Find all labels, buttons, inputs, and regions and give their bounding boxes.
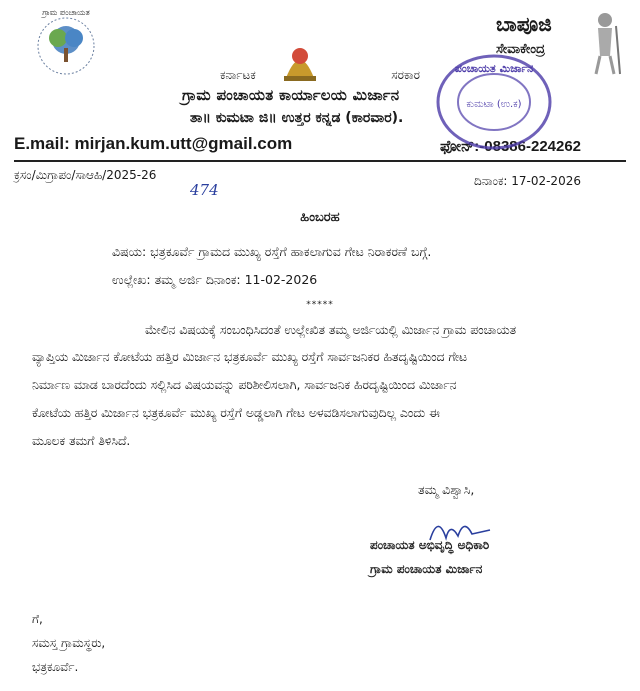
body-line: ನಿರ್ಮಾಣ ಮಾಡ ಬಾರದೆಂದು ಸಲ್ಲಿಸಿದ ವಿಷಯವನ್ನು ಪರಿಶೀಲಿಸಲಾಗಿ, ಸಾರ್ವಜನಿಕ ಹಿರದೃಷ್ಟಿಯಿಂದ ಮಿರ್ಜಾನ (32, 378, 457, 392)
letter-subject: ವಿಷಯ: ಭತ್ರಕೂರ್ವೆ ಗ್ರಾಮದ ಮುಖ್ಯ ರಸ್ತೆಗೆ ಹಾಕಲಾಗುವ ಗೇಟ ನಿರಾಕರಣೆ ಬಗ್ಗೆ. (112, 244, 432, 259)
letter-reference: ಉಲ್ಲೇಖ: ತಮ್ಮ ಅರ್ಜಿ ದಿನಾಂಕ: 11-02-2026 (112, 272, 318, 287)
state-label: ಕರ್ನಾಟಕ (220, 68, 256, 82)
body-line: ಕೋಟೆಯ ಹತ್ತಿರ ಮಿರ್ಜಾನ ಭತ್ರಕೂರ್ವೆ ಮುಖ್ಯ ರಸ್ತೆಗೆ ಅಡ್ಡಲಾಗಿ ಗೇಟ ಅಳವಡಿಸಲಾಗುವುದಿಲ್ಲ ಎಂದು ಈ (32, 406, 440, 420)
body-line: ವ್ಯಾಪ್ತಿಯ ಮಿರ್ಜಾನ ಕೋಟೆಯ ಹತ್ತಿರ ಮಿರ್ಜಾನ ಭತ್ರಕೂರ್ವೆ ಮುಖ್ಯ ರಸ್ತೆಗೆ ಸಾರ್ವಜನಿಕರ ಹಿತದೃಷ್ಟಿಯಿಂದ ಗೇಟ (32, 350, 468, 364)
officer-office: ಗ್ರಾಮ ಪಂಚಾಯತ ಮಿರ್ಜಾನ (370, 562, 483, 576)
office-address: ತಾ॥ ಕುಮಟಾ ಜಿ॥ ಉತ್ತರ ಕನ್ನಡ (ಕಾರವಾರ). (190, 110, 404, 126)
office-phone: ಫೋನ್:-08386-224262 (440, 138, 582, 155)
handwritten-number (190, 180, 232, 200)
handwritten-number-text: 474 (190, 181, 219, 199)
separator: ***** (306, 300, 334, 310)
panchayat-seal-stamp (434, 52, 554, 152)
panchayat-tree-logo (30, 8, 102, 78)
officer-designation: ಪಂಚಾಯತ ಅಭಿವೃದ್ಧಿ ಅಧಿಕಾರಿ (370, 538, 490, 552)
logo-title: ಬಾಪೂಜಿ (496, 12, 552, 36)
body-line: ಮೂಲಕ ತಮಗೆ ತಿಳಿಸಿದೆ. (32, 434, 131, 448)
body-line: ಮೇಲಿನ ವಿಷಯಕ್ಕೆ ಸಂಬಂಧಿಸಿದಂತೆ ಉಲ್ಲೇಖಿತ ತಮ್ಮ ಅರ್ಜಿಯಲ್ಲಿ ಮಿರ್ಜಾನ ಗ್ರಾಮ ಪಂಚಾಯತ (145, 323, 517, 337)
header-divider (14, 160, 626, 162)
logo-caption: ಗ್ರಾಮ ಪಂಚಾಯತ (42, 8, 90, 17)
office-email: E.mail: mirjan.kum.utt@gmail.com (14, 134, 293, 153)
seal-ring-text: ಪಂಚಾಯತ ಮಿರ್ಜಾನ (454, 62, 534, 75)
addressee-name: ಸಮಸ್ತ ಗ್ರಾಮಸ್ಥರು, (32, 636, 106, 650)
logo-subtitle: ಸೇವಾಕೇಂದ್ರ (496, 42, 545, 57)
closing-text: ತಮ್ಮ ವಿಶ್ವಾಸಿ, (418, 482, 475, 497)
seal-center-text: ಕುಮಟಾ (ಉ.ಕ) (466, 99, 522, 110)
office-title: ಗ್ರಾಮ ಪಂಚಾಯತ ಕಾರ್ಯಾಲಯ ಮಿರ್ಜಾನ (182, 86, 400, 104)
reference-number: ಕ್ರಸಂ/ಮಿಗ್ರಾಪಂ/ಸಾಆಹಿ/2025-26 (14, 168, 157, 182)
letter-date: ದಿನಾಂಕ: 17-02-2026 (474, 174, 581, 188)
addressee-prefix: ಗೆ, (32, 612, 43, 626)
government-label: ಸರಕಾರ (391, 68, 420, 82)
addressee-place: ಭತ್ರಕೂರ್ವೆ. (32, 660, 79, 674)
state-government-line (220, 68, 420, 83)
letter-heading: ಹಿಂಬರಹ (300, 210, 340, 225)
